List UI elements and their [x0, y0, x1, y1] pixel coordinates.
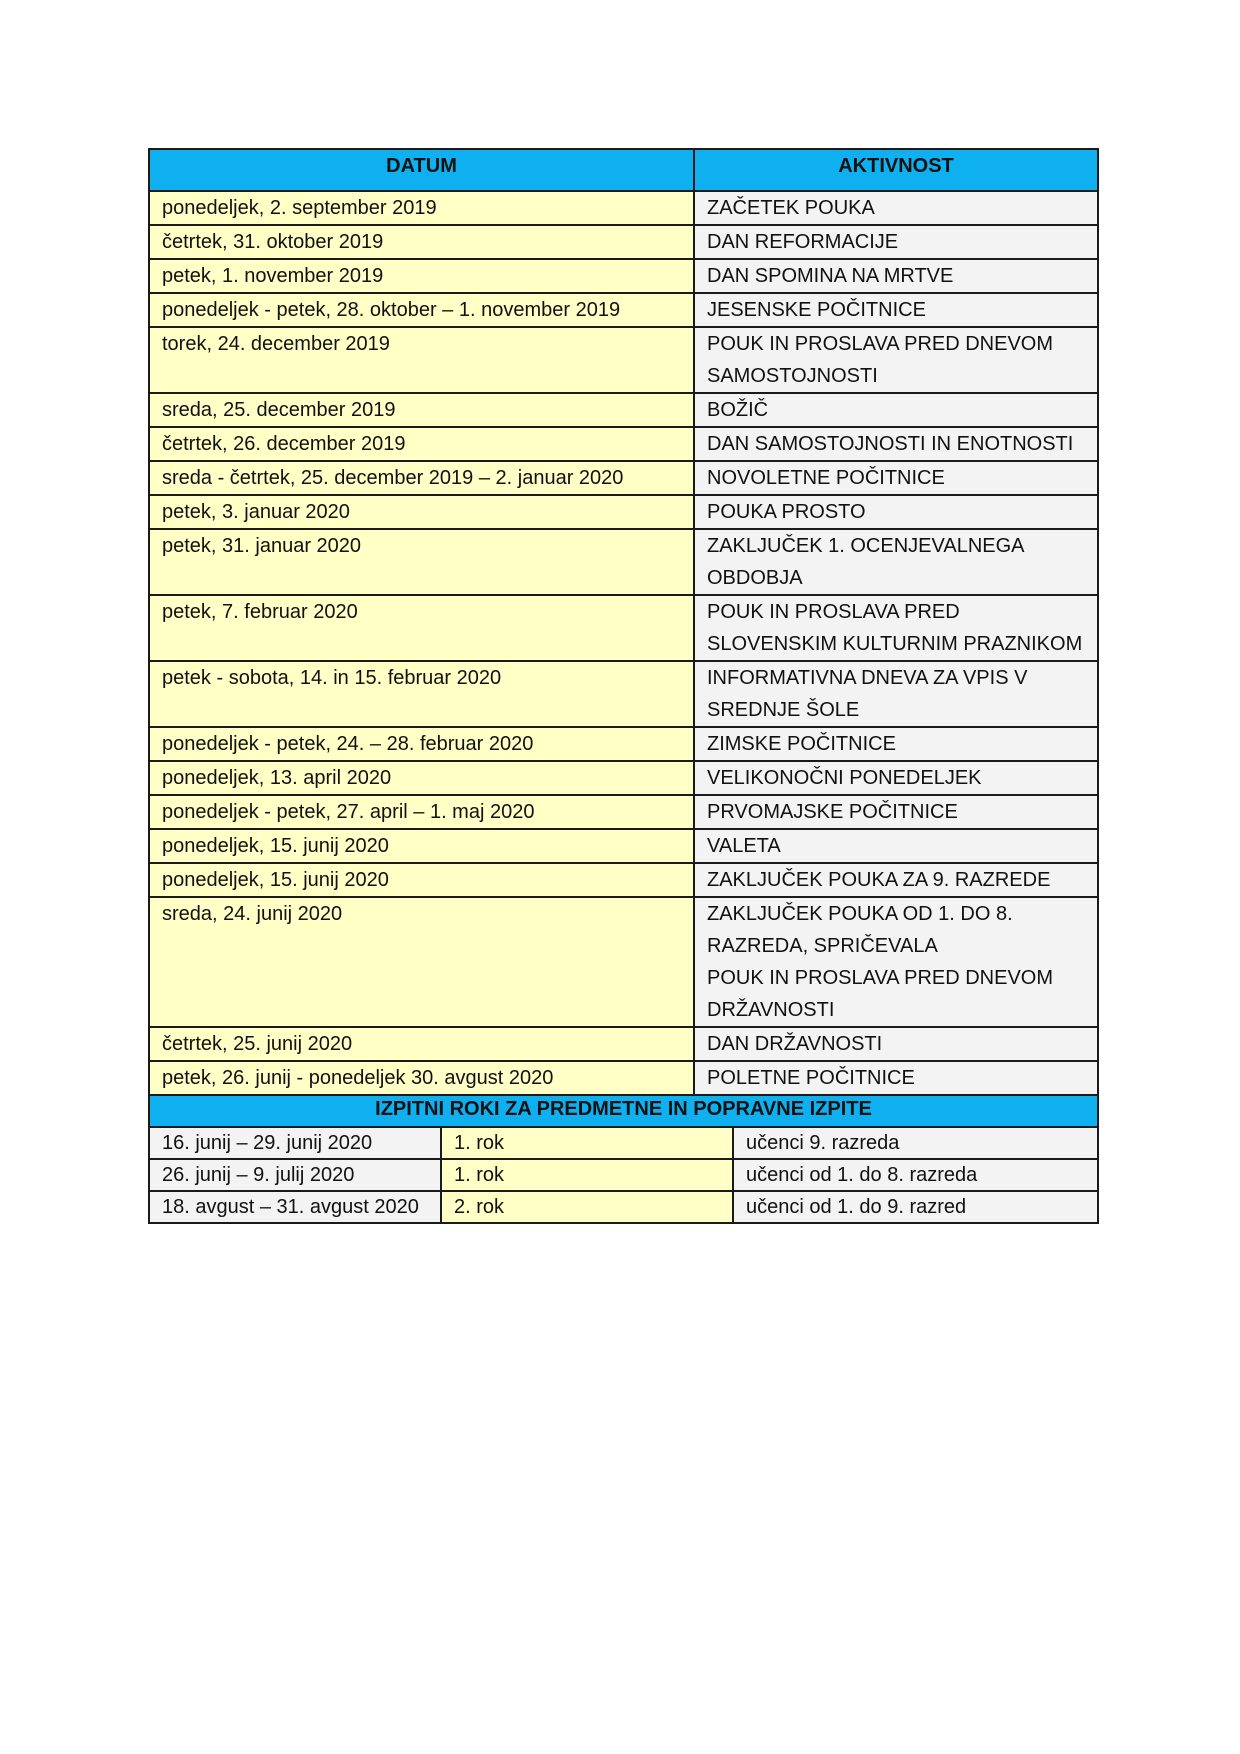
row-date: ponedeljek, 15. junij 2020 [149, 829, 694, 863]
row-date: četrtek, 25. junij 2020 [149, 1027, 694, 1061]
row-date: petek - sobota, 14. in 15. februar 2020 [149, 661, 694, 727]
row-date: torek, 24. december 2019 [149, 327, 694, 393]
activity-text: DAN REFORMACIJE [707, 231, 899, 253]
table-row [149, 225, 1098, 259]
exam-term: 2. rok [441, 1191, 733, 1223]
table-row [149, 327, 1098, 393]
school-calendar-table [148, 148, 1099, 1096]
row-activity [694, 427, 1098, 461]
activity-text: ZAKLJUČEK 1. OCENJEVALNEGA OBDOBJA [707, 535, 1024, 589]
exam-period: 16. junij – 29. junij 2020 [149, 1127, 441, 1159]
exam-period: 18. avgust – 31. avgust 2020 [149, 1191, 441, 1223]
row-date: petek, 7. februar 2020 [149, 595, 694, 661]
table-row [149, 191, 1098, 225]
exam-title-row [149, 1095, 1098, 1127]
table-row [149, 427, 1098, 461]
exam-row [149, 1191, 1098, 1223]
table-row [149, 795, 1098, 829]
activity-text: POLETNE POČITNICE [707, 1067, 915, 1089]
row-activity [694, 1061, 1098, 1095]
table-row [149, 595, 1098, 661]
row-date: ponedeljek, 13. april 2020 [149, 761, 694, 795]
exam-terms-table [148, 1094, 1099, 1224]
row-date: ponedeljek - petek, 24. – 28. februar 2020 [149, 727, 694, 761]
row-activity [694, 1027, 1098, 1061]
row-activity [694, 495, 1098, 529]
row-activity [694, 863, 1098, 897]
row-date: ponedeljek, 2. september 2019 [149, 191, 694, 225]
exam-row [149, 1127, 1098, 1159]
table-header-row [149, 149, 1098, 191]
row-activity [694, 327, 1098, 393]
activity-text: DAN SPOMINA NA MRTVE [707, 265, 954, 287]
activity-text: BOŽIČ [707, 399, 769, 421]
row-activity [694, 191, 1098, 225]
table-row [149, 461, 1098, 495]
row-activity [694, 393, 1098, 427]
exam-body [149, 1127, 1098, 1223]
row-activity [694, 727, 1098, 761]
row-activity [694, 461, 1098, 495]
activity-text: ZAKLJUČEK POUKA OD 1. DO 8. RAZREDA, SPRIČEVALA [707, 903, 1013, 957]
activity-text: DAN SAMOSTOJNOSTI IN ENOTNOSTI [707, 433, 1074, 455]
row-date: ponedeljek - petek, 27. april – 1. maj 2020 [149, 795, 694, 829]
table-row [149, 829, 1098, 863]
row-activity [694, 225, 1098, 259]
row-date: četrtek, 31. oktober 2019 [149, 225, 694, 259]
table-row [149, 495, 1098, 529]
row-activity [694, 595, 1098, 661]
table-row [149, 727, 1098, 761]
row-activity [694, 259, 1098, 293]
table-row [149, 529, 1098, 595]
row-date: petek, 26. junij - ponedeljek 30. avgust 2020 [149, 1061, 694, 1095]
activity-text: ZAKLJUČEK POUKA ZA 9. RAZREDE [707, 869, 1051, 891]
activity-text: POUK IN PROSLAVA PRED SLOVENSKIM KULTURNIM PRAZNIKOM [707, 601, 1083, 655]
row-activity [694, 529, 1098, 595]
exam-term: 1. rok [441, 1159, 733, 1191]
row-activity [694, 795, 1098, 829]
header-activity: AKTIVNOST [694, 149, 1098, 191]
table-row [149, 761, 1098, 795]
activity-text: JESENSKE POČITNICE [707, 299, 926, 321]
exam-students: učenci od 1. do 9. razred [733, 1191, 1098, 1223]
activity-text: ZIMSKE POČITNICE [707, 733, 896, 755]
row-activity [694, 661, 1098, 727]
row-date: sreda, 24. junij 2020 [149, 897, 694, 1027]
row-date: ponedeljek - petek, 28. oktober – 1. november 2019 [149, 293, 694, 327]
row-date: ponedeljek, 15. junij 2020 [149, 863, 694, 897]
activity-text: VALETA [707, 835, 781, 857]
activity-text: POUK IN PROSLAVA PRED DNEVOM SAMOSTOJNOSTI [707, 333, 1054, 387]
activity-text: PRVOMAJSKE POČITNICE [707, 801, 958, 823]
exam-students: učenci 9. razreda [733, 1127, 1098, 1159]
row-date: petek, 31. januar 2020 [149, 529, 694, 595]
exam-period: 26. junij – 9. julij 2020 [149, 1159, 441, 1191]
exam-row [149, 1159, 1098, 1191]
table-row [149, 1061, 1098, 1095]
activity-text: ZAČETEK POUKA [707, 197, 875, 219]
row-date: sreda - četrtek, 25. december 2019 – 2. januar 2020 [149, 461, 694, 495]
table-row [149, 661, 1098, 727]
row-activity [694, 761, 1098, 795]
table-row [149, 393, 1098, 427]
exam-students: učenci od 1. do 8. razreda [733, 1159, 1098, 1191]
row-date: četrtek, 26. december 2019 [149, 427, 694, 461]
activity-text: NOVOLETNE POČITNICE [707, 467, 945, 489]
activity-text: INFORMATIVNA DNEVA ZA VPIS V SREDNJE ŠOLE [707, 667, 1028, 721]
header-date: DATUM [149, 149, 694, 191]
schedule-body [149, 191, 1098, 1095]
activity-text: POUK IN PROSLAVA PRED DNEVOM DRŽAVNOSTI [707, 967, 1054, 1021]
row-activity [694, 897, 1098, 1027]
row-activity [694, 829, 1098, 863]
exam-term: 1. rok [441, 1127, 733, 1159]
activity-text: DAN DRŽAVNOSTI [707, 1033, 883, 1055]
activity-text: VELIKONOČNI PONEDELJEK [707, 767, 982, 789]
exam-section-title: IZPITNI ROKI ZA PREDMETNE IN POPRAVNE IZPITE [149, 1095, 1098, 1127]
row-date: petek, 3. januar 2020 [149, 495, 694, 529]
activity-text: POUKA PROSTO [707, 501, 866, 523]
row-date: petek, 1. november 2019 [149, 259, 694, 293]
table-row [149, 897, 1098, 1027]
table-row [149, 293, 1098, 327]
table-row [149, 863, 1098, 897]
row-activity [694, 293, 1098, 327]
table-row [149, 1027, 1098, 1061]
table-row [149, 259, 1098, 293]
row-date: sreda, 25. december 2019 [149, 393, 694, 427]
